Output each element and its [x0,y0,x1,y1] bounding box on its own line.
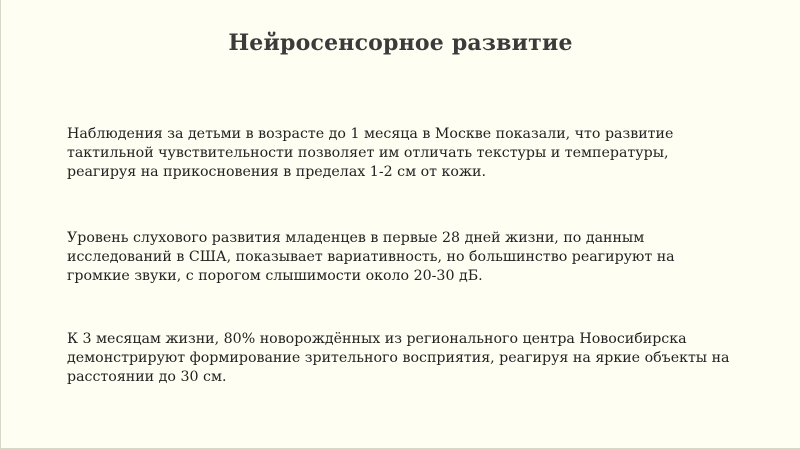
slide-title: Нейросенсорное развитие [228,30,573,56]
paragraph-tactile: Наблюдения за детьми в возрасте до 1 месяца в Москве показали, что развитие тактильной чувствительности позволяет им отличать текстуры и температуры, реагируя на прикосновения в пределах 1-2 см от кожи. [67,126,674,180]
paragraph-hearing: Уровень слухового развития младенцев в первые 28 дней жизни, по данным исследований в США, показывает вариативность, но большинство реагируют на громкие звуки, с порогом слышимости около 20-30 дБ. [67,230,675,284]
paragraph-vision: К 3 месяцам жизни, 80% новорождённых из регионального центра Новосибирска демонстрируют формирование зрительного восприятия, реагируя на яркие объекты на расстоянии до 30 см. [67,331,730,385]
